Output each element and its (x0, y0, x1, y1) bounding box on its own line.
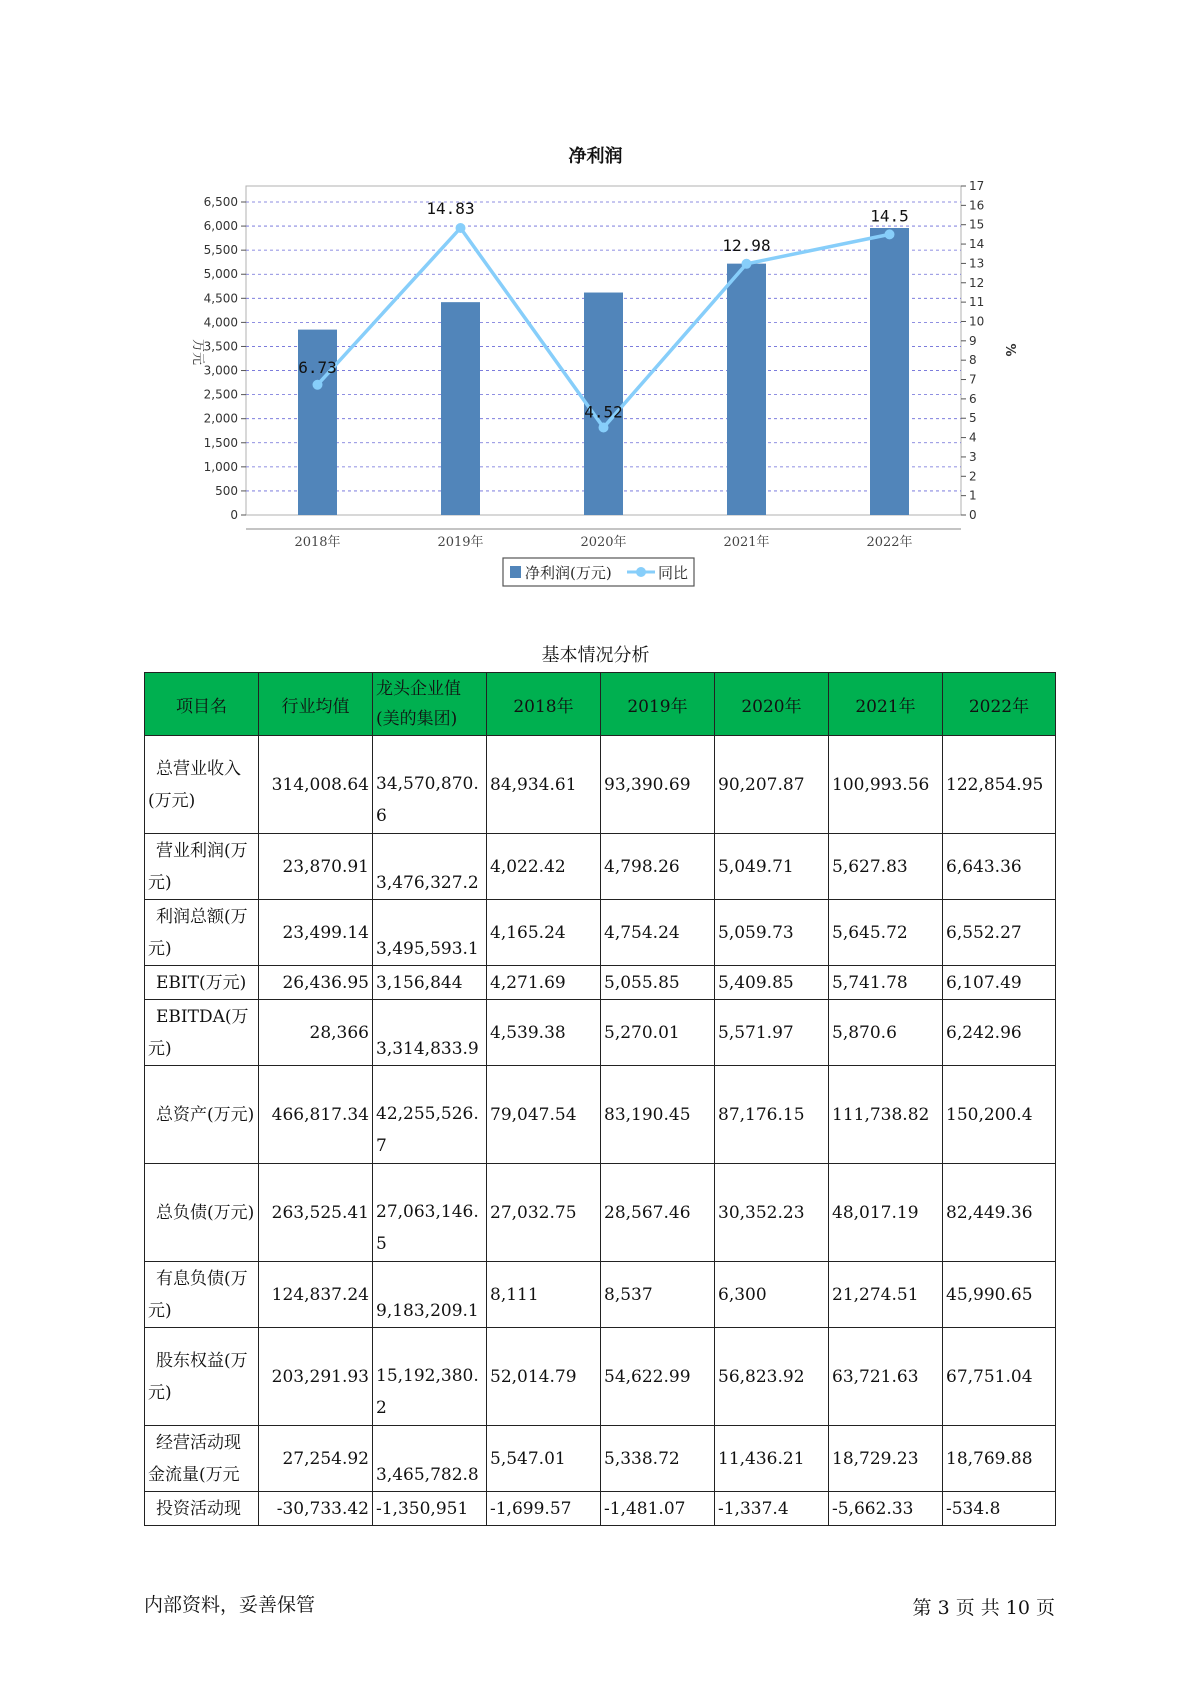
left-tick-label: 1,500 (203, 435, 238, 450)
left-tick-label: 500 (215, 483, 238, 498)
leader-value-cell: 3,476,327.2 (373, 834, 487, 900)
x-tick-label: 2018年 (294, 535, 341, 550)
year-value-cell: 56,823.92 (715, 1328, 829, 1426)
year-value-cell: -1,481.07 (601, 1492, 715, 1526)
x-tick-label: 2021年 (723, 535, 770, 550)
leader-value-cell: 3,314,833.9 (373, 1000, 487, 1066)
year-value-cell: 27,032.75 (487, 1164, 601, 1262)
right-tick-label: 17 (969, 179, 985, 193)
year-value-cell: 84,934.61 (487, 736, 601, 834)
year-value-cell: 5,059.73 (715, 900, 829, 966)
year-value-cell: 5,741.78 (829, 966, 943, 1000)
table-row (145, 736, 1056, 834)
industry-average-cell: 23,870.91 (259, 834, 373, 900)
year-value-cell: 4,271.69 (487, 966, 601, 1000)
legend-line-marker (636, 567, 646, 577)
growth-data-label: 14.83 (426, 198, 475, 218)
right-tick-label: 10 (969, 314, 985, 329)
leader-value-cell: -1,350,951 (373, 1492, 487, 1526)
table-row (145, 1262, 1056, 1328)
growth-point (742, 259, 752, 269)
year-value-cell: 5,049.71 (715, 834, 829, 900)
year-value-cell: 5,627.83 (829, 834, 943, 900)
year-value-cell: 18,769.88 (943, 1426, 1056, 1492)
year-value-cell: 5,270.01 (601, 1000, 715, 1066)
left-tick-label: 3,000 (203, 363, 238, 378)
growth-data-label: 14.5 (870, 206, 909, 226)
table-row (145, 1164, 1056, 1262)
year-value-cell: -1,699.57 (487, 1492, 601, 1526)
right-tick-label: 16 (969, 198, 985, 213)
year-value-cell: 18,729.23 (829, 1426, 943, 1492)
left-tick-label: 3,500 (203, 339, 238, 354)
year-value-cell: 5,547.01 (487, 1426, 601, 1492)
left-tick-label: 2,000 (203, 411, 238, 426)
year-value-cell: 63,721.63 (829, 1328, 943, 1426)
year-value-cell: 4,798.26 (601, 834, 715, 900)
year-value-cell: 4,165.24 (487, 900, 601, 966)
table-header-row (145, 673, 1056, 736)
right-tick-label: 7 (969, 372, 977, 387)
year-value-cell: 8,111 (487, 1262, 601, 1328)
leader-value-cell: 15,192,380.2 (373, 1328, 487, 1426)
x-tick-label: 2022年 (866, 535, 913, 550)
row-name-cell: 有息负债(万元) (145, 1262, 259, 1328)
growth-data-label: 6.73 (298, 357, 337, 377)
year-value-cell: 4,539.38 (487, 1000, 601, 1066)
right-tick-label: 4 (969, 430, 977, 445)
row-name-cell: 总负债(万元) (145, 1164, 259, 1262)
industry-average-cell: 314,008.64 (259, 736, 373, 834)
year-value-cell: -1,337.4 (715, 1492, 829, 1526)
industry-average-cell: 263,525.41 (259, 1164, 373, 1262)
year-value-cell: 4,022.42 (487, 834, 601, 900)
right-tick-label: 9 (969, 333, 977, 348)
year-value-cell: 87,176.15 (715, 1066, 829, 1164)
year-value-cell: 5,055.85 (601, 966, 715, 1000)
left-tick-label: 2,500 (203, 387, 238, 402)
left-axis-title: 万元 (190, 338, 205, 366)
left-tick-label: 5,500 (203, 243, 238, 258)
left-tick-label: 5,000 (203, 267, 238, 282)
footer-page-number: 第 3 页 共 10 页 (912, 1597, 1055, 1619)
right-tick-label: 14 (969, 237, 985, 252)
row-name-cell: 股东权益(万元) (145, 1328, 259, 1426)
year-value-cell: 83,190.45 (601, 1066, 715, 1164)
leader-value-cell: 42,255,526.7 (373, 1066, 487, 1164)
right-tick-label: 2 (969, 469, 977, 484)
leader-value-cell: 3,156,844 (373, 966, 487, 1000)
header-cell: 项目名 (145, 673, 259, 736)
net-profit-chart (0, 0, 1191, 620)
industry-average-cell: 27,254.92 (259, 1426, 373, 1492)
growth-point (313, 380, 323, 390)
chart-title: 净利润 (568, 146, 623, 167)
table-row (145, 1328, 1056, 1426)
legend-bar-label: 净利润(万元) (525, 564, 612, 582)
right-tick-label: 8 (969, 353, 977, 368)
year-value-cell: -5,662.33 (829, 1492, 943, 1526)
year-value-cell: 6,300 (715, 1262, 829, 1328)
year-value-cell: 52,014.79 (487, 1328, 601, 1426)
row-name-cell: 总营业收入(万元) (145, 736, 259, 834)
analysis-table (144, 672, 1056, 1526)
row-name-cell: 经营活动现金流量(万元 (145, 1426, 259, 1492)
legend-bar-swatch (510, 566, 521, 578)
year-value-cell: 5,338.72 (601, 1426, 715, 1492)
footer-confidential: 内部资料，妥善保管 (144, 1594, 316, 1616)
left-tick-label: 6,500 (203, 195, 238, 209)
table-row (145, 1426, 1056, 1492)
year-value-cell: 6,242.96 (943, 1000, 1056, 1066)
year-value-cell: 6,552.27 (943, 900, 1056, 966)
row-name-cell: 总资产(万元) (145, 1066, 259, 1164)
table-caption: 基本情况分析 (541, 645, 650, 666)
year-value-cell: 28,567.46 (601, 1164, 715, 1262)
left-tick-label: 6,000 (203, 219, 238, 234)
header-cell: 2019年 (601, 673, 715, 736)
header-cell: 2020年 (715, 673, 829, 736)
year-value-cell: 11,436.21 (715, 1426, 829, 1492)
left-tick-label: 0 (230, 508, 238, 522)
right-tick-label: 13 (969, 256, 985, 271)
leader-value-cell: 34,570,870.6 (373, 736, 487, 834)
industry-average-cell: -30,733.42 (259, 1492, 373, 1526)
year-value-cell: 30,352.23 (715, 1164, 829, 1262)
year-value-cell: 5,571.97 (715, 1000, 829, 1066)
table-row (145, 1066, 1056, 1164)
row-name-cell: 投资活动现 (145, 1492, 259, 1526)
header-cell: 行业均值 (259, 673, 373, 736)
table-row (145, 966, 1056, 1000)
right-axis-title: % (1002, 343, 1017, 357)
year-value-cell: 82,449.36 (943, 1164, 1056, 1262)
left-tick-label: 4,500 (203, 291, 238, 306)
year-value-cell: 67,751.04 (943, 1328, 1056, 1426)
row-name-cell: 营业利润(万元) (145, 834, 259, 900)
table-row (145, 1000, 1056, 1066)
right-tick-label: 11 (969, 295, 985, 310)
industry-average-cell: 203,291.93 (259, 1328, 373, 1426)
growth-data-label: 12.98 (722, 235, 771, 255)
left-tick-label: 4,000 (203, 315, 238, 330)
header-cell: 2018年 (487, 673, 601, 736)
leader-value-cell: 3,465,782.8 (373, 1426, 487, 1492)
right-tick-label: 6 (969, 391, 977, 406)
year-value-cell: 54,622.99 (601, 1328, 715, 1426)
x-tick-label: 2019年 (437, 535, 484, 550)
bar (727, 264, 766, 515)
right-tick-label: 3 (969, 449, 977, 464)
growth-point (456, 223, 466, 233)
year-value-cell: 100,993.56 (829, 736, 943, 834)
leader-value-cell: 27,063,146.5 (373, 1164, 487, 1262)
year-value-cell: 6,643.36 (943, 834, 1056, 900)
year-value-cell: 21,274.51 (829, 1262, 943, 1328)
year-value-cell: 150,200.4 (943, 1066, 1056, 1164)
leader-value-cell: 9,183,209.1 (373, 1262, 487, 1328)
year-value-cell: 90,207.87 (715, 736, 829, 834)
right-tick-label: 1 (969, 488, 977, 503)
growth-data-label: 4.52 (584, 402, 623, 422)
chart-canvas (0, 0, 1191, 620)
year-value-cell: 4,754.24 (601, 900, 715, 966)
right-tick-label: 5 (969, 411, 977, 426)
year-value-cell: -534.8 (943, 1492, 1056, 1526)
table-row (145, 834, 1056, 900)
year-value-cell: 122,854.95 (943, 736, 1056, 834)
year-value-cell: 5,645.72 (829, 900, 943, 966)
leader-value-cell: 3,495,593.1 (373, 900, 487, 966)
row-name-cell: 利润总额(万元) (145, 900, 259, 966)
left-tick-label: 1,000 (203, 459, 238, 474)
row-name-cell: EBIT(万元) (145, 966, 259, 1000)
header-cell: 2022年 (943, 673, 1056, 736)
table-row (145, 1492, 1056, 1526)
row-name-cell: EBITDA(万元) (145, 1000, 259, 1066)
year-value-cell: 79,047.54 (487, 1066, 601, 1164)
year-value-cell: 45,990.65 (943, 1262, 1056, 1328)
right-tick-label: 12 (969, 275, 985, 290)
industry-average-cell: 124,837.24 (259, 1262, 373, 1328)
industry-average-cell: 28,366 (259, 1000, 373, 1066)
year-value-cell: 6,107.49 (943, 966, 1056, 1000)
growth-point (885, 229, 895, 239)
bar (441, 302, 480, 515)
right-tick-label: 15 (969, 217, 985, 232)
right-tick-label: 0 (969, 508, 977, 522)
industry-average-cell: 26,436.95 (259, 966, 373, 1000)
year-value-cell: 111,738.82 (829, 1066, 943, 1164)
legend-line-label: 同比 (658, 564, 689, 582)
industry-average-cell: 23,499.14 (259, 900, 373, 966)
table-row (145, 900, 1056, 966)
header-cell: 2021年 (829, 673, 943, 736)
industry-average-cell: 466,817.34 (259, 1066, 373, 1164)
year-value-cell: 93,390.69 (601, 736, 715, 834)
x-tick-label: 2020年 (580, 535, 627, 550)
growth-point (599, 423, 609, 433)
year-value-cell: 48,017.19 (829, 1164, 943, 1262)
year-value-cell: 5,870.6 (829, 1000, 943, 1066)
bar (870, 228, 909, 515)
year-value-cell: 8,537 (601, 1262, 715, 1328)
header-cell: 龙头企业值(美的集团) (373, 673, 487, 736)
year-value-cell: 5,409.85 (715, 966, 829, 1000)
